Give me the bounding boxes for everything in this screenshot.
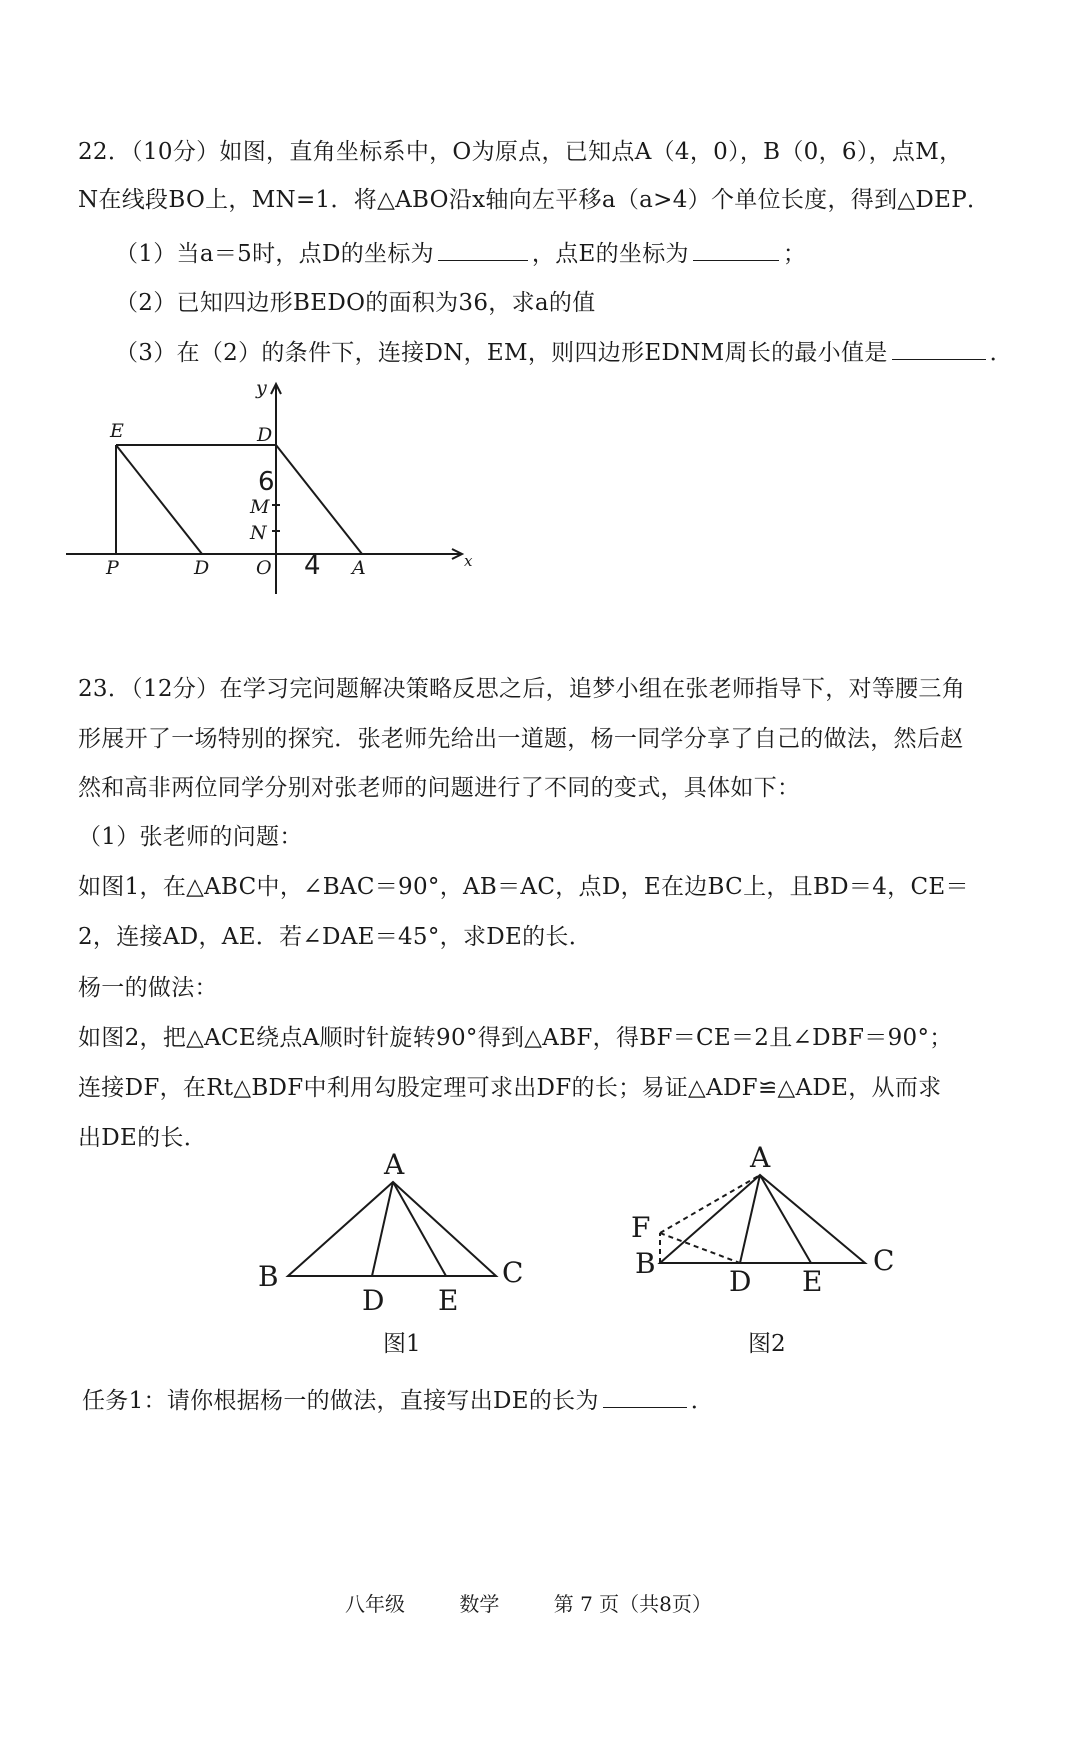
q23-task1-text: 任务1：请你根据杨一的做法，直接写出DE的长为 [82, 1388, 599, 1414]
fig2-label-B: B [635, 1247, 656, 1280]
label-M: M [250, 496, 270, 518]
q22-sub3-text: （3）在（2）的条件下，连接DN，EM，则四边形EDNM周长的最小值是 [115, 340, 888, 366]
q23-part1-title: （1）张老师的问题： [78, 824, 303, 850]
segment-DF [660, 1233, 740, 1263]
segment-AE [760, 1175, 811, 1263]
triangle-ABC [660, 1175, 865, 1263]
handwritten-4: 4 [304, 551, 321, 581]
q23-figure-2 [615, 1145, 915, 1315]
answer-blank-e-coord[interactable] [693, 238, 779, 261]
fig2-label-F: F [631, 1211, 651, 1244]
footer-grade: 八年级 [345, 1592, 405, 1616]
q22-sub2: （2）已知四边形BEDO的面积为36，求a的值 [115, 290, 596, 316]
q23-problem-line1: 如图1，在△ABC中，∠BAC＝90°，AB＝AC，点D，E在边BC上，且BD＝4，CE＝ [78, 874, 969, 900]
label-E: E [110, 420, 124, 442]
fig1-label-E: E [438, 1284, 459, 1315]
label-x: x [464, 552, 473, 570]
segment-AE [393, 1182, 446, 1276]
segment-BA [276, 445, 362, 554]
q22-sub1-end: ； [782, 241, 807, 267]
fig1-label-A: A [384, 1150, 405, 1181]
segment-ED-diagonal [116, 445, 202, 554]
label-y: y [256, 380, 267, 399]
q23-figure-1 [248, 1150, 538, 1315]
answer-blank-d-coord[interactable] [438, 238, 528, 261]
triangle-ABC [288, 1182, 496, 1276]
q22-sub1 [115, 238, 806, 269]
q22-sub3-end: ． [989, 340, 1013, 366]
fig2-label-C: C [873, 1244, 895, 1277]
q23-stem-line3: 然和高非两位同学分别对张老师的问题进行了不同的变式，具体如下： [78, 775, 801, 801]
fig2-caption: 图2 [748, 1331, 786, 1357]
answer-blank-min-perimeter[interactable] [892, 337, 986, 360]
q23-method-line1: 如图2，把△ACE绕点A顺时针旋转90°得到△ABF，得BF＝CE＝2且∠DBF＝90°； [78, 1025, 953, 1051]
q22-stem-line2: N在线段BO上，MN=1．将△ABO沿x轴向左平移a（a>4）个单位长度，得到△DEP． [78, 187, 991, 213]
q22-sub1-text-a: （1）当a＝5时，点D的坐标为 [115, 241, 434, 267]
q23-stem-line1: 23．（12分）在学习完问题解决策略反思之后，追梦小组在张老师指导下，对等腰三角 [78, 676, 966, 702]
fig1-label-D: D [362, 1284, 385, 1315]
q23-method-line2: 连接DF，在Rt△BDF中利用勾股定理可求出DF的长；易证△ADF≌△ADE，从而求 [78, 1075, 942, 1101]
q23-task1 [82, 1385, 714, 1416]
q22-stem-line1: 22．（10分）如图，直角坐标系中，O为原点，已知点A（4，0），B（0，6），点M， [78, 139, 963, 165]
label-D-bottom: D [194, 557, 210, 579]
fig1-label-C: C [502, 1256, 524, 1289]
handwritten-6: 6 [258, 467, 275, 497]
q23-method-line3: 出DE的长． [78, 1125, 208, 1151]
footer-subject: 数学 [459, 1592, 500, 1616]
q23-task1-end: ． [690, 1388, 715, 1414]
answer-blank-de-length[interactable] [603, 1385, 687, 1408]
label-D-top: D [257, 424, 273, 446]
q23-method-title: 杨一的做法： [78, 975, 218, 1001]
footer-page-number: 第 7 页（共8页） [553, 1592, 712, 1616]
q22-sub1-text-b: ，点E的坐标为 [531, 241, 689, 267]
q22-sub3 [115, 337, 1013, 368]
fig1-label-B: B [258, 1260, 279, 1293]
fig1-caption: 图1 [383, 1331, 421, 1357]
label-O: O [256, 557, 272, 579]
q23-stem-line2: 形展开了一场特别的探究．张老师先给出一道题，杨一同学分享了自己的做法，然后赵 [78, 726, 964, 752]
segment-AD [740, 1175, 760, 1263]
label-N: N [250, 522, 267, 544]
label-P: P [106, 557, 119, 579]
q23-problem-line2: 2，连接AD，AE．若∠DAE＝45°，求DE的长． [78, 924, 592, 950]
segment-AF [660, 1175, 760, 1233]
q22-coordinate-figure [60, 380, 480, 600]
label-A: A [352, 557, 366, 579]
fig2-label-A: A [750, 1145, 771, 1174]
fig2-label-E: E [802, 1265, 823, 1298]
fig2-label-D: D [729, 1265, 752, 1298]
page-footer [345, 1588, 760, 1617]
segment-AD [372, 1182, 393, 1276]
